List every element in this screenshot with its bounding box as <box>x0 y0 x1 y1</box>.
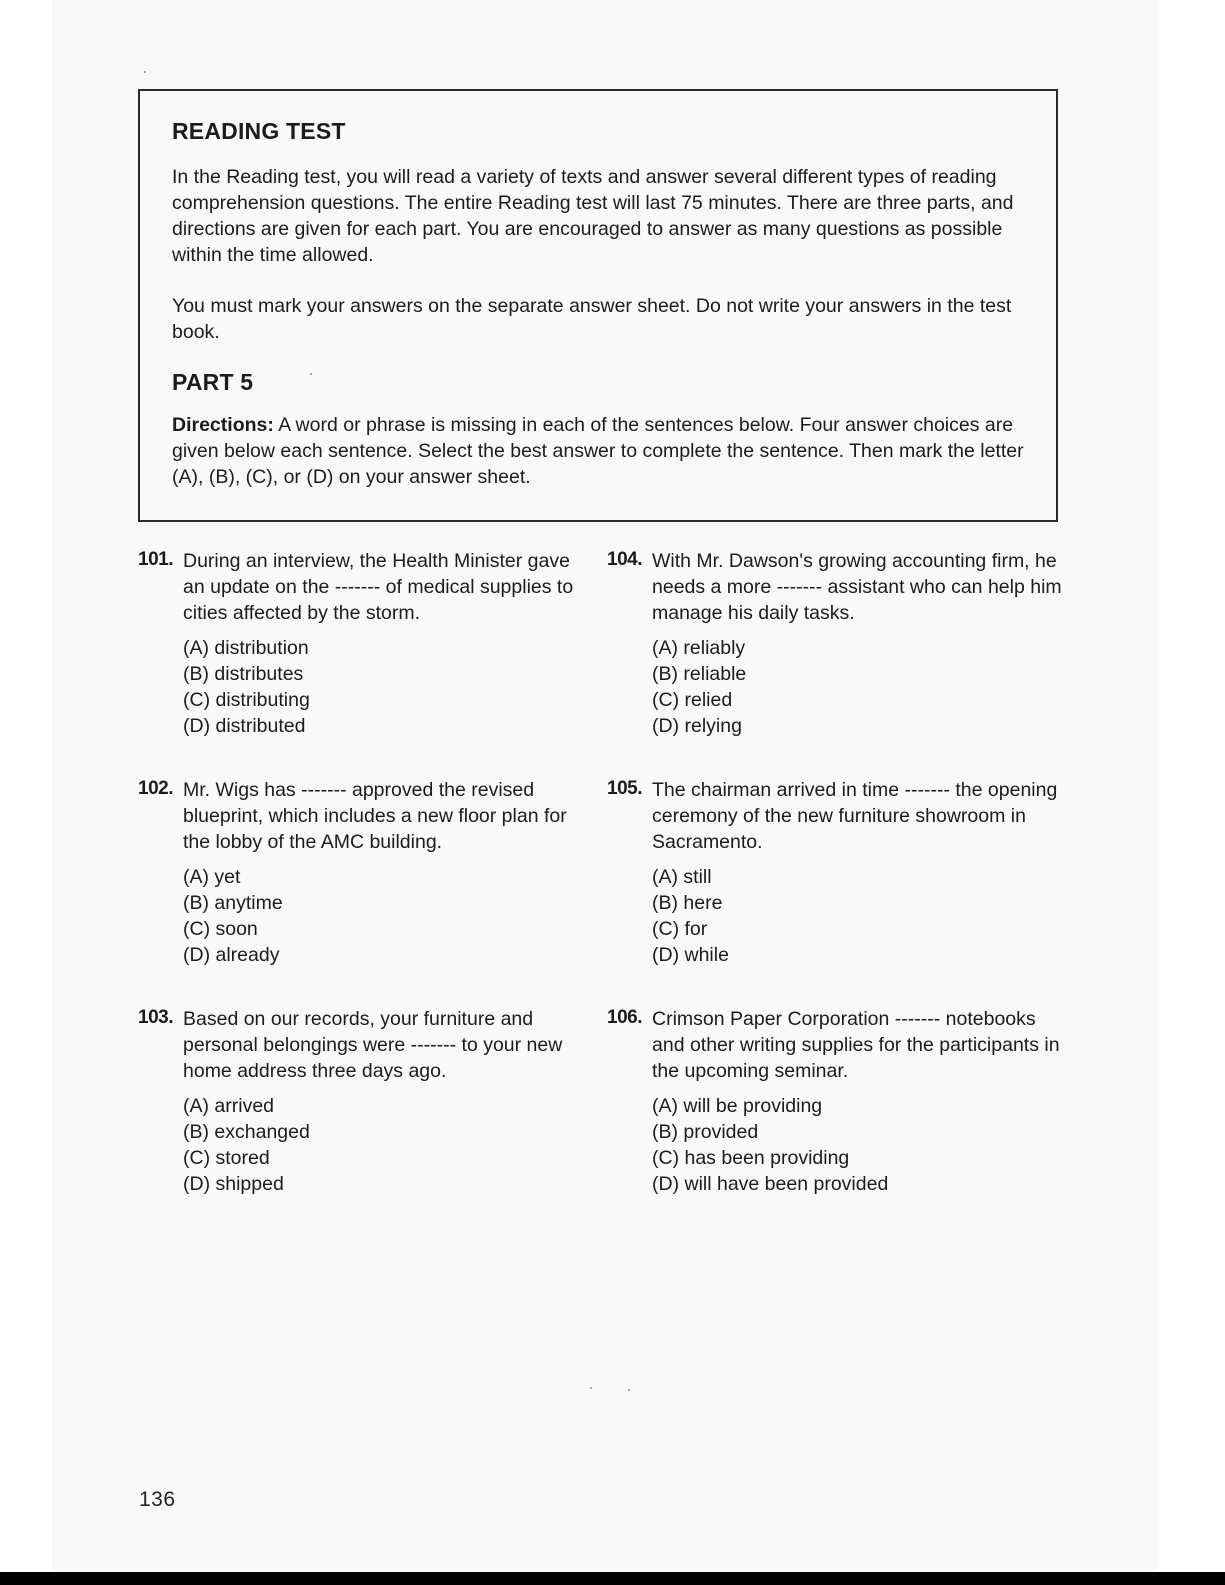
question-text: Based on our records, your furniture and personal belongings were ------- to your new home address three days ago. <box>183 1008 563 1082</box>
question-number: 101. <box>138 549 173 570</box>
question-103 <box>138 1006 578 1197</box>
reading-test-title: READING TEST <box>172 118 346 144</box>
choice-d[interactable]: (D) will have been provided <box>652 1173 889 1195</box>
choice-a[interactable]: (A) yet <box>183 866 241 888</box>
scan-speck <box>144 71 146 73</box>
question-104 <box>607 548 1067 739</box>
choice-c[interactable]: (C) soon <box>183 918 258 940</box>
question-105 <box>607 777 1067 968</box>
choice-b[interactable]: (B) distributes <box>183 663 304 685</box>
reading-test-intro-box <box>138 89 1058 522</box>
choice-c[interactable]: (C) stored <box>183 1147 270 1169</box>
question-text: The chairman arrived in time ------- the opening ceremony of the new furniture showroom in Sacramento. <box>652 779 1058 853</box>
question-number: 102. <box>138 778 173 799</box>
choice-c[interactable]: (C) for <box>652 918 708 940</box>
intro-paragraph: In the Reading test, you will read a variety of texts and answer several different types of reading comprehension questions. The entire Reading test will last 75 minutes. There are three parts, and directions are given for each part. You are encouraged to answer as many questions as possible within the time allowed. <box>172 166 1014 266</box>
answer-choices <box>183 635 578 739</box>
choice-b[interactable]: (B) anytime <box>183 892 283 914</box>
question-number: 106. <box>607 1007 642 1028</box>
directions-text: A word or phrase is missing in each of the sentences below. Four answer choices are given below each sentence. Select the best answer to complete the sentence. Then mark the letter (A), (B), (C), or (D) on your answer sheet. <box>172 414 1024 488</box>
choice-b[interactable]: (B) reliable <box>652 663 747 685</box>
answer-sheet-instruction: You must mark your answers on the separate answer sheet. Do not write your answers in the test book. <box>172 295 1012 343</box>
question-text: With Mr. Dawson's growing accounting firm, he needs a more ------- assistant who can help him manage his daily tasks. <box>652 550 1062 624</box>
answer-choices <box>652 864 1067 968</box>
choice-b[interactable]: (B) provided <box>652 1121 759 1143</box>
scan-speck <box>628 1389 630 1391</box>
question-101 <box>138 548 578 739</box>
question-text: Mr. Wigs has ------- approved the revised blueprint, which includes a new floor plan for the lobby of the AMC building. <box>183 779 567 853</box>
question-number: 103. <box>138 1007 173 1028</box>
scan-speck <box>590 1387 592 1389</box>
scan-bottom-edge <box>0 1572 1225 1585</box>
question-text: During an interview, the Health Minister gave an update on the ------- of medical supplies to cities affected by the storm. <box>183 550 574 624</box>
choice-c[interactable]: (C) distributing <box>183 689 310 711</box>
page-number: 136 <box>139 1488 176 1511</box>
choice-a[interactable]: (A) arrived <box>183 1095 275 1117</box>
question-102 <box>138 777 578 968</box>
question-text: Crimson Paper Corporation ------- notebooks and other writing supplies for the participants in the upcoming seminar. <box>652 1008 1060 1082</box>
part-title: PART 5 <box>172 369 254 395</box>
choice-a[interactable]: (A) will be providing <box>652 1095 823 1117</box>
choice-a[interactable]: (A) distribution <box>183 637 309 659</box>
choice-b[interactable]: (B) here <box>652 892 723 914</box>
choice-b[interactable]: (B) exchanged <box>183 1121 310 1143</box>
choice-a[interactable]: (A) reliably <box>652 637 746 659</box>
choice-d[interactable]: (D) relying <box>652 715 742 737</box>
answer-choices <box>183 1093 578 1197</box>
question-number: 105. <box>607 778 642 799</box>
choice-c[interactable]: (C) has been providing <box>652 1147 850 1169</box>
answer-choices <box>652 1093 1067 1197</box>
answer-choices <box>652 635 1067 739</box>
choice-d[interactable]: (D) while <box>652 944 729 966</box>
question-106 <box>607 1006 1067 1197</box>
answer-choices <box>183 864 578 968</box>
directions <box>172 412 1026 490</box>
question-number: 104. <box>607 549 642 570</box>
choice-d[interactable]: (D) shipped <box>183 1173 284 1195</box>
choice-c[interactable]: (C) relied <box>652 689 733 711</box>
scan-speck <box>310 373 312 375</box>
choice-d[interactable]: (D) already <box>183 944 280 966</box>
choice-d[interactable]: (D) distributed <box>183 715 306 737</box>
choice-a[interactable]: (A) still <box>652 866 712 888</box>
directions-label: Directions: <box>172 414 274 436</box>
